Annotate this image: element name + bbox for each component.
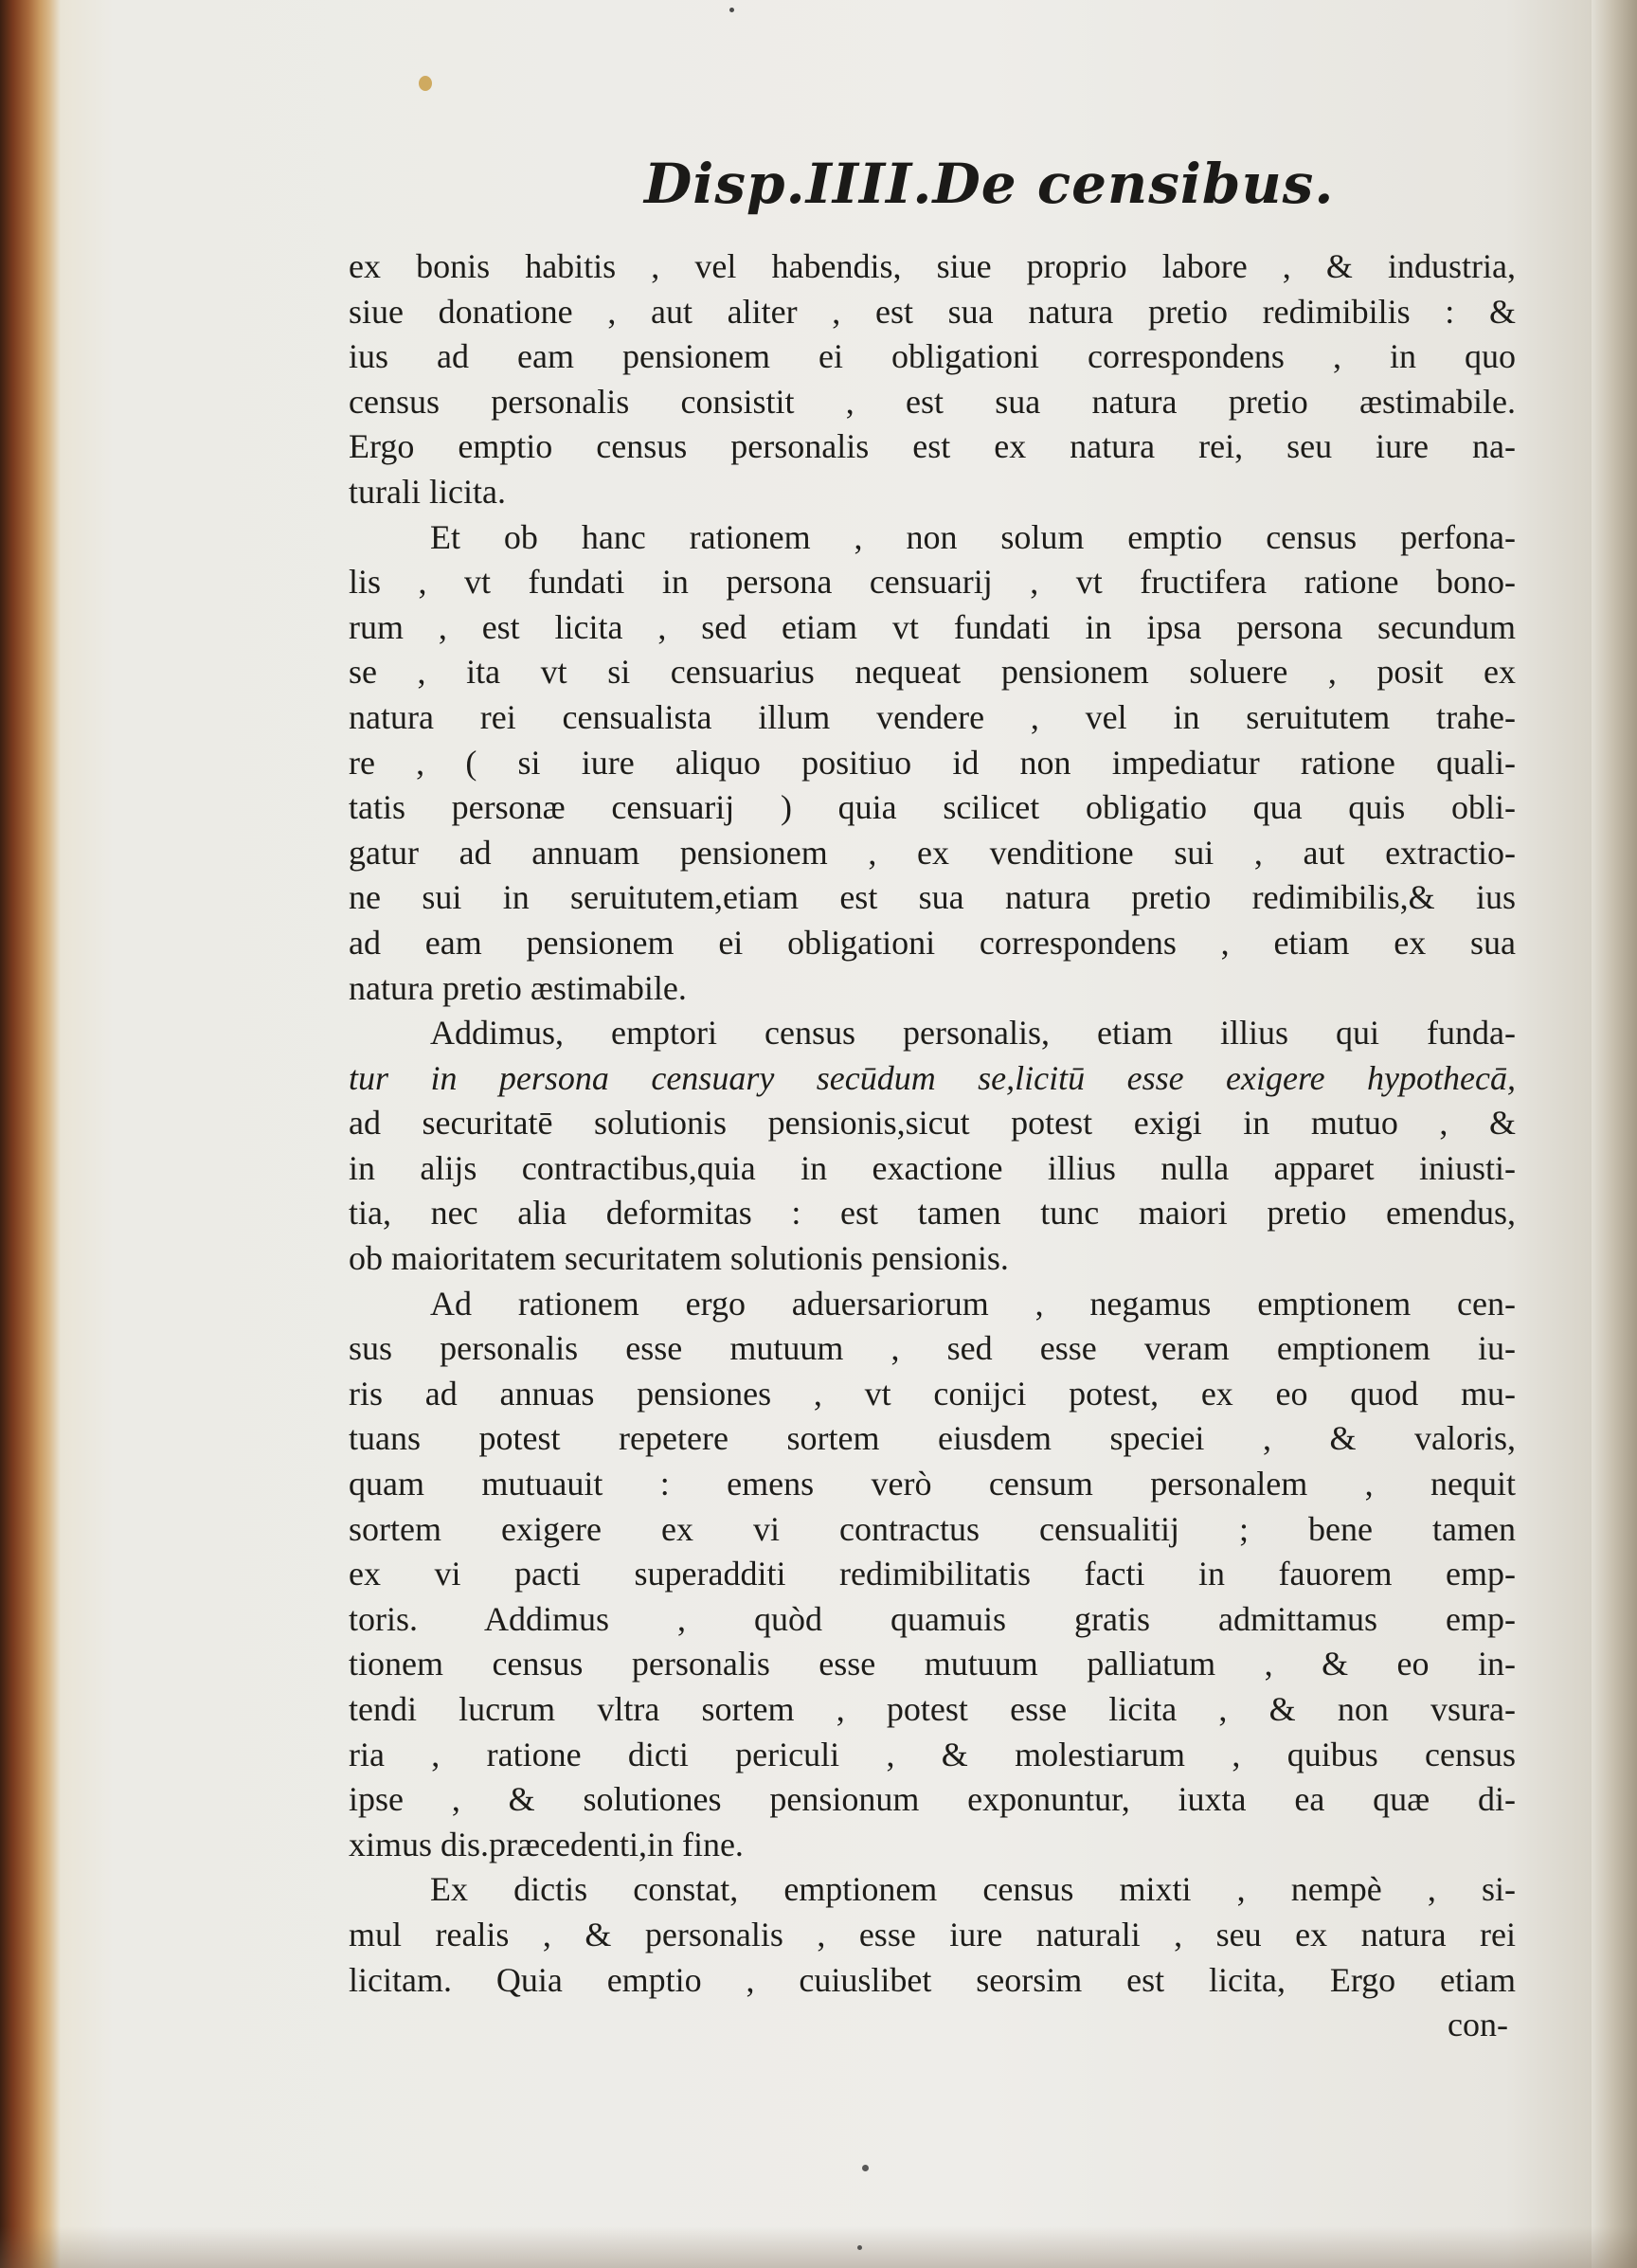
text-line: ne sui in seruitutem,etiam est sua natura pretio redimibilis,& ius bbox=[349, 878, 1516, 917]
text-line: ad securitatē solutionis pensionis,sicut potest exigi in mutuo , & bbox=[349, 1104, 1516, 1143]
text-line: se , ita vt si censuarius nequeat pensionem soluere , posit ex bbox=[349, 653, 1516, 692]
text-line: ex vi pacti superadditi redimibilitatis facti in fauorem emp- bbox=[349, 1555, 1516, 1593]
text-line: gatur ad annuam pensionem , ex venditione sui , aut extractio- bbox=[349, 833, 1516, 872]
text-line: Ergo emptio census personalis est ex natura rei, seu iure na- bbox=[349, 427, 1516, 466]
text-line: mul realis , & personalis , esse iure naturali , seu ex natura rei bbox=[349, 1915, 1516, 1953]
text-line: ris ad annuas pensiones , vt conijci potest, ex eo quod mu- bbox=[349, 1374, 1516, 1413]
text-line: re , ( si iure aliquo positiuo id non impediatur ratione quali- bbox=[349, 743, 1516, 782]
text-line: tatis personæ censuarij ) quia scilicet obligatio qua quis obli- bbox=[349, 788, 1516, 827]
ink-stain bbox=[419, 76, 432, 91]
text-line: ob maioritatem securitatem solutionis pensionis. bbox=[349, 1239, 1009, 1278]
page-bottom-shadow bbox=[0, 2226, 1637, 2268]
text-line: ximus dis.præcedenti,in fine. bbox=[349, 1825, 744, 1863]
text-line: tionem census personalis esse mutuum palliatum , & eo in- bbox=[349, 1645, 1516, 1683]
page-heading: Disp.IIII.De censibus. bbox=[644, 152, 1335, 216]
paragraph-start: Et ob hanc rationem , non solum emptio census perfona- bbox=[430, 517, 1516, 556]
text-line: ria , ratione dicti periculi , & molestiarum , quibus census bbox=[349, 1735, 1516, 1773]
text-line: tuans potest repetere sortem eiusdem speciei , & valoris, bbox=[349, 1419, 1516, 1458]
paragraph-start: Addimus, emptori census personalis, etiam illius qui funda- bbox=[430, 1014, 1516, 1053]
text-line: census personalis consistit , est sua natura pretio æstimabile. bbox=[349, 382, 1516, 421]
text-line: sortem exigere ex vi contractus censualitij ; bene tamen bbox=[349, 1509, 1516, 1548]
text-line: ex bonis habitis , vel habendis, siue proprio labore , & industria, bbox=[349, 247, 1516, 285]
text-line: ipse , & solutiones pensionum exponuntur, iuxta ea quæ di- bbox=[349, 1780, 1516, 1819]
text-line: ius ad eam pensionem ei obligationi correspondens , in quo bbox=[349, 337, 1516, 376]
text-line: lis , vt fundati in persona censuarij , vt fructifera ratione bono- bbox=[349, 563, 1516, 602]
ink-dot bbox=[729, 8, 734, 12]
page-edge-shadow bbox=[1592, 0, 1637, 2268]
text-line: quam mutuauit : emens verò censum personalem , nequit bbox=[349, 1465, 1516, 1503]
text-line: in alijs contractibus,quia in exactione illius nulla apparet iniusti- bbox=[349, 1148, 1516, 1187]
text-line: toris. Addimus , quòd quamuis gratis admittamus emp- bbox=[349, 1599, 1516, 1638]
text-line: ad eam pensionem ei obligationi correspondens , etiam ex sua bbox=[349, 923, 1516, 962]
text-line: natura pretio æstimabile. bbox=[349, 968, 687, 1007]
text-line: siue donatione , aut aliter , est sua natura pretio redimibilis : & bbox=[349, 292, 1516, 331]
catchword: con- bbox=[1448, 2006, 1508, 2044]
body-text bbox=[349, 244, 1516, 2048]
paragraph-start: Ad rationem ergo aduersariorum , negamus emptionem cen- bbox=[430, 1284, 1516, 1323]
text-line: licitam. Quia emptio , cuiuslibet seorsim est licita, Ergo etiam bbox=[349, 1960, 1516, 1999]
text-line: tia, nec alia deformitas : est tamen tunc maiori pretio emendus, bbox=[349, 1194, 1516, 1233]
text-line: rum , est licita , sed etiam vt fundati in ipsa persona secundum bbox=[349, 607, 1516, 646]
text-line: tur in persona censuary secūdum se,licitū esse exigere hypothecā, bbox=[349, 1058, 1516, 1097]
text-line: tendi lucrum vltra sortem , potest esse licita , & non vsura- bbox=[349, 1690, 1516, 1728]
paragraph-start: Ex dictis constat, emptionem census mixti , nempè , si- bbox=[430, 1870, 1516, 1909]
text-line: turali licita. bbox=[349, 472, 506, 511]
ink-dot bbox=[862, 2165, 869, 2171]
ink-dot bbox=[857, 2245, 862, 2250]
text-line: natura rei censualista illum vendere , vel in seruitutem trahe- bbox=[349, 697, 1516, 736]
text-line: sus personalis esse mutuum , sed esse veram emptionem iu- bbox=[349, 1329, 1516, 1368]
